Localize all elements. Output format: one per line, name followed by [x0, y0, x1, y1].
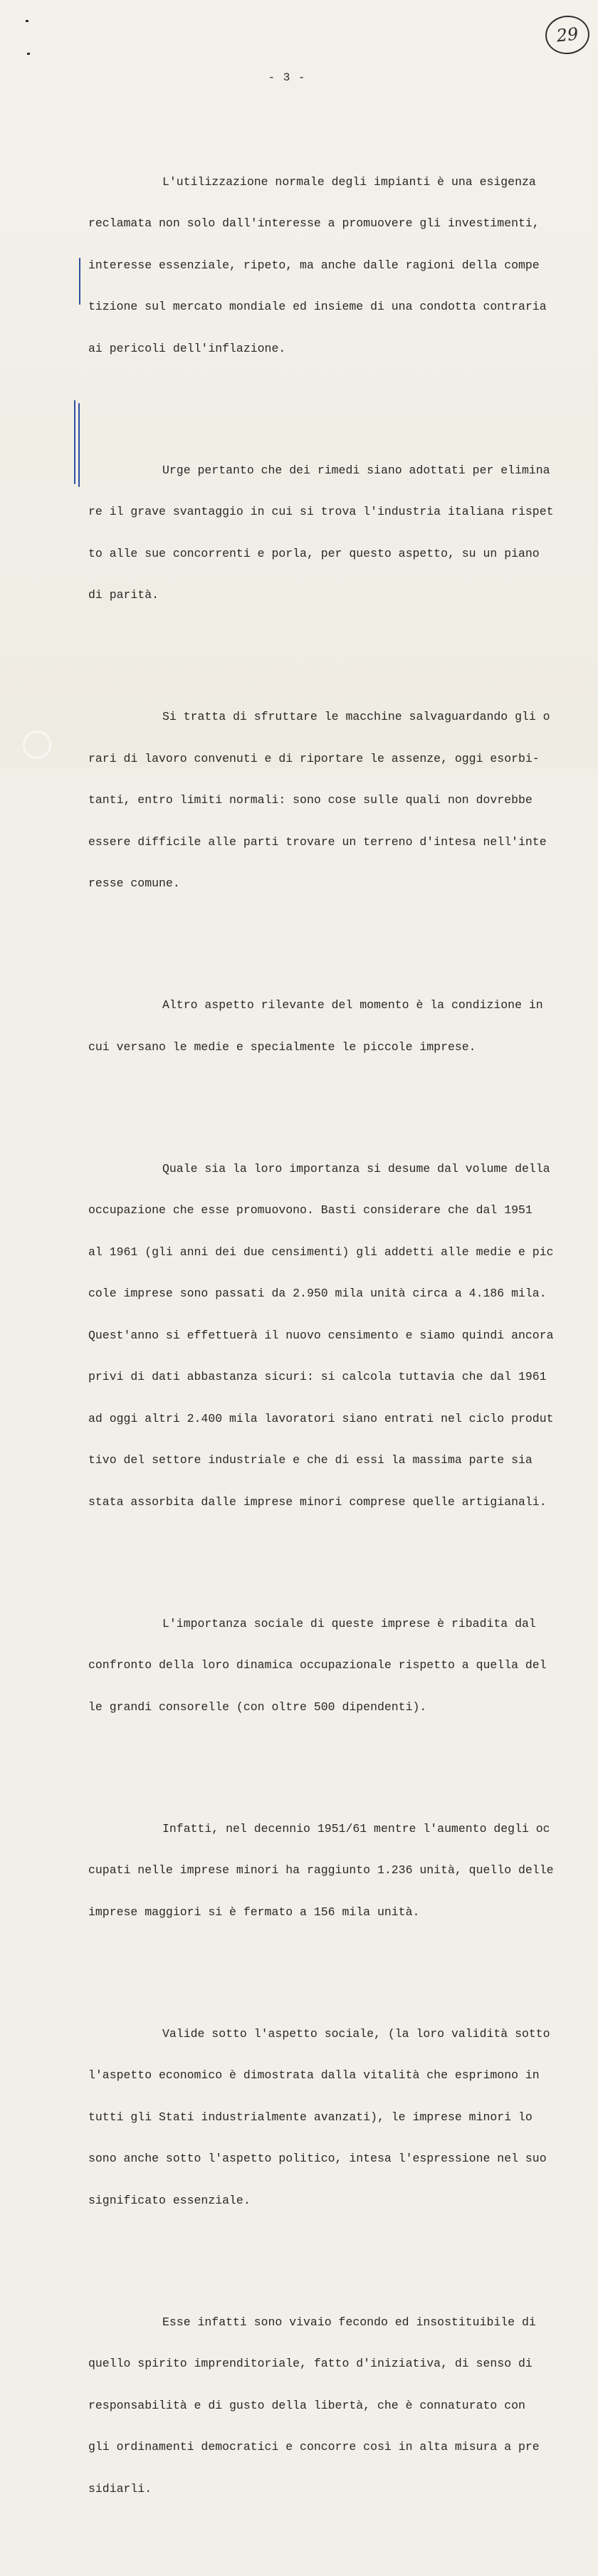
- text-line: Infatti, nel decennio 1951/61 mentre l'aumento degli oc: [162, 1821, 550, 1836]
- text-line: stata assorbita dalle imprese minori comprese quelle artigianali.: [88, 1494, 547, 1509]
- text-line: gli ordinamenti democratici e concorre così in alta misura a pre: [88, 2440, 540, 2454]
- text-line: cupati nelle imprese minori ha raggiunto 1.236 unità, quello delle: [88, 1863, 554, 1877]
- document-body: [88, 105, 554, 2576]
- text-line: responsabilità e di gusto della libertà, che è connaturato con: [88, 2398, 525, 2412]
- text-line: ad oggi altri 2.400 mila lavoratori siano entrati nel ciclo produt: [88, 1411, 554, 1425]
- paragraph: [88, 1134, 554, 1537]
- text-line: confronto della loro dinamica occupazionale rispetto a quella del: [88, 1658, 547, 1672]
- text-line: to alle sue concorrenti e porla, per questo aspetto, su un piano: [88, 546, 540, 560]
- scan-mark: [27, 53, 30, 55]
- margin-annotation-line: [79, 258, 80, 305]
- text-line: l'aspetto economico è dimostrata dalla vitalità che esprimono in: [88, 2068, 540, 2082]
- paragraph: [88, 147, 551, 384]
- paragraph: [88, 970, 551, 1082]
- text-line: reclamata non solo dall'interesse a promuovere gli investimenti,: [88, 216, 540, 230]
- text-line: tanti, entro limiti normali: sono cose sulle quali non dovrebbe: [88, 793, 533, 807]
- text-line: sono anche sotto l'aspetto politico, intesa l'espressione nel suo: [88, 2152, 547, 2165]
- text-line: sidiarli.: [88, 2481, 152, 2496]
- scan-mark: [26, 20, 28, 22]
- text-line: privi di dati abbastanza sicuri: si calcola tuttavia che dal 1961: [88, 1370, 547, 1383]
- text-line: rari di lavoro convenuti e di riportare le assenze, oggi esorbi-: [88, 751, 540, 765]
- text-line: Quest'anno si effettuerà il nuovo censimento e siamo quindi ancora: [88, 1328, 554, 1342]
- text-line: al 1961 (gli anni dei due censimenti) gli addetti alle medie e pic: [88, 1245, 554, 1259]
- archive-watermark: [1, 721, 80, 763]
- foundation-logo-icon: [23, 731, 51, 759]
- text-line: Si tratta di sfruttare le macchine salvaguardando gli o: [162, 710, 550, 723]
- text-line: quello spirito imprenditoriale, fatto d'iniziativa, di senso di: [88, 2357, 533, 2370]
- paragraph: [88, 1999, 551, 2236]
- archive-page-number: 29: [543, 14, 591, 56]
- text-line: cui versano le medie e specialmente le piccole imprese.: [88, 1040, 476, 1054]
- text-line: Altro aspetto rilevante del momento è la condizione in: [162, 998, 543, 1012]
- text-line: cole imprese sono passati da 2.950 mila unità circa a 4.186 mila.: [88, 1287, 547, 1300]
- paragraph: [88, 436, 554, 630]
- text-line: tizione sul mercato mondiale ed insieme di una condotta contraria: [88, 300, 547, 313]
- text-line: Valide sotto l'aspetto sociale, (la loro validità sotto: [162, 2026, 550, 2041]
- text-line: Urge pertanto che dei rimedi siano adottati per elimina: [162, 463, 550, 477]
- text-line: Quale sia la loro importanza si desume dal volume della: [162, 1161, 550, 1176]
- paragraph: [88, 2288, 551, 2524]
- text-line: occupazione che esse promuovono. Basti considerare che dal 1951: [88, 1203, 533, 1217]
- text-line: tivo del settore industriale e che di essi la massima parte sia: [88, 1453, 533, 1467]
- page-header: - 3 -: [268, 71, 306, 84]
- text-line: essere difficile alle parti trovare un terreno d'intesa nell'inte: [88, 834, 547, 849]
- text-line: imprese maggiori si è fermato a 156 mila unità.: [88, 1905, 420, 1919]
- text-line: L'importanza sociale di queste imprese è ribadita dal: [162, 1616, 536, 1630]
- margin-annotation-line: [78, 403, 80, 487]
- text-line: L'utilizzazione normale degli impianti è una esigenza: [162, 174, 536, 189]
- margin-annotation-line: [74, 400, 75, 484]
- text-line: interesse essenziale, ripeto, ma anche dalle ragioni della compe: [88, 258, 540, 272]
- paragraph: [88, 682, 551, 918]
- text-line: re il grave svantaggio in cui si trova l'industria italiana rispet: [88, 505, 554, 518]
- text-line: tutti gli Stati industrialmente avanzati), le imprese minori lo: [88, 2110, 533, 2124]
- text-line: significato essenziale.: [88, 2193, 251, 2207]
- text-line: le grandi consorelle (con oltre 500 dipendenti).: [88, 1700, 427, 1714]
- text-line: resse comune.: [88, 876, 180, 890]
- text-line: Esse infatti sono vivaio fecondo ed insostituibile di: [162, 2315, 536, 2329]
- paragraph: [88, 1794, 554, 1947]
- paragraph: [88, 1589, 551, 1742]
- text-line: ai pericoli dell'inflazione.: [88, 341, 286, 355]
- text-line: di parità.: [88, 588, 159, 602]
